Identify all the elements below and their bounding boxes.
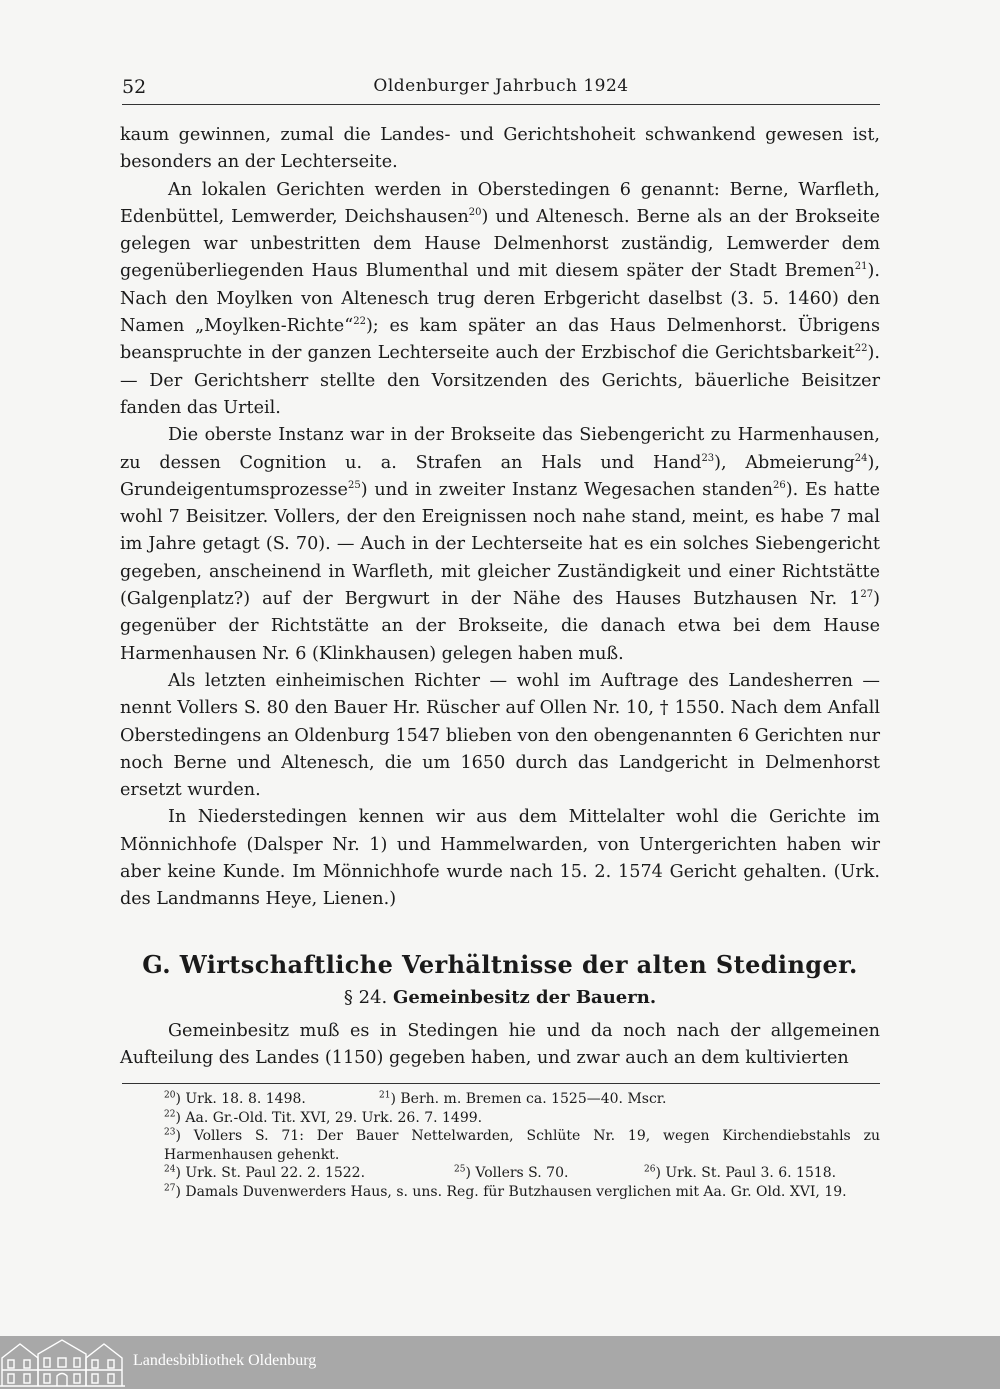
footnote: $^{22}$) Aa. Gr.-Old. Tit. XVI, 29. Urk. 26. 7. 1499. bbox=[164, 1108, 483, 1126]
footnote: $^{24}$) Urk. St. Paul 22. 2. 1522. bbox=[164, 1164, 366, 1181]
footnote-ref: 21 bbox=[854, 261, 868, 273]
paragraph: Gemeinbesitz muß es in Stedingen hie und da noch nach der allgemeinen Aufteilung des Landes (1150) gegeben haben, und zwar auch an dem kultivierten bbox=[120, 1021, 880, 1069]
section-heading: G. Wirtschaftliche Verhältnisse der alten Stedinger. bbox=[142, 950, 858, 979]
footnote: $^{25}$) Vollers S. 70. bbox=[454, 1164, 569, 1181]
footnote: $^{20}$) Urk. 18. 8. 1498. bbox=[164, 1090, 306, 1107]
subsection-title: Gemeinbesitz der Bauern. bbox=[392, 987, 657, 1008]
footnote: $^{27}$) Damals Duvenwerders Haus, s. uns. Reg. für Butzhausen verglichen mit Aa. Gr. Old. XVI, 19. bbox=[164, 1182, 847, 1200]
footnote-ref: 23 bbox=[701, 452, 715, 464]
footnote-row bbox=[120, 1090, 880, 1109]
paragraph: An lokalen Gerichten werden in Oberstedingen 6 genannt: Berne, Warfleth, Edenbüttel, Lemwerder, Deichshausen$^{20}$) und Altenesch. Berne als an der Brokseite gelegen war unbestritten dem Hause Delmenhorst zuständig, Lemwerder dem gegenüberliegenden Haus Blumenthal und mit diesem später der Stadt Bremen$^{21}$). Nach den Moylken von Altenesch trug deren Erbgericht daselbst (3. 5. 1460) den Namen „Moylken-Richte“$^{22}$); es kam später an das Haus Delmenhorst. Übrigens beanspruchte in der ganzen Lechterseite auch der Erzbischof die Gerichtsbarkeit$^{22}$). — Der Gerichtsherr stellte den Vorsitzenden des Gerichts, bäuerliche Beisitzer fanden das Urteil. bbox=[120, 179, 880, 418]
footnote: $^{26}$) Urk. St. Paul 3. 6. 1518. bbox=[644, 1164, 837, 1181]
footer-bar bbox=[0, 1336, 1000, 1389]
subsection-number: § 24. bbox=[343, 987, 388, 1008]
footnote-ref: 25 bbox=[347, 480, 361, 491]
section-body bbox=[120, 1018, 880, 1073]
footnote-ref: 22 bbox=[854, 343, 868, 355]
footnotes bbox=[120, 1090, 880, 1201]
footnote-row bbox=[120, 1164, 880, 1183]
library-name: Landesbibliothek Oldenburg bbox=[133, 1352, 317, 1369]
page-header bbox=[122, 74, 880, 105]
subsection-heading bbox=[120, 987, 880, 1008]
footnote: $^{21}$) Berh. m. Bremen ca. 1525—40. Mscr. bbox=[379, 1090, 667, 1107]
paragraph: kaum gewinnen, zumal die Landes- und Gerichtshoheit schwankend gewesen ist, besonders an der Lechterseite. bbox=[120, 125, 880, 173]
footnote: $^{23}$) Vollers S. 71: Der Bauer Nettelwarden, Schlüte Nr. 19, wegen Kirchendiebstahls zu Harmenhausen gehenkt. bbox=[164, 1127, 880, 1163]
body-text bbox=[120, 122, 880, 914]
page-number: 52 bbox=[122, 76, 147, 98]
footnote-ref: 22 bbox=[353, 316, 366, 328]
running-title: Oldenburger Jahrbuch 1924 bbox=[373, 76, 629, 96]
paragraph: In Niederstedingen kennen wir aus dem Mittelalter wohl die Gerichte im Mönnichhofe (Dalsper Nr. 1) und Hammelwarden, von Untergerichten haben wir aber keine Kunde. Im Mönnichhofe wurde nach 15. 2. 1574 Gericht gehalten. (Urk. des Landmanns Heye, Lienen.) bbox=[120, 807, 880, 910]
footnote-ref: 20 bbox=[468, 207, 482, 219]
footnote-divider bbox=[122, 1083, 880, 1084]
footnote-ref: 24 bbox=[854, 452, 868, 464]
paragraph: Die oberste Instanz war in der Brokseite das Siebengericht zu Harmenhausen, zu dessen Cognition u. a. Strafen an Hals und Hand$^{23}$), Abmeierung$^{24}$), Grundeigentumsprozesse$^{25}$) und in zweiter Instanz Wegesachen standen$^{26}$). Es hatte wohl 7 Beisitzer. Vollers, der den Ereignissen noch nahe stand, meint, es habe 7 mal im Jahre getagt (S. 70). — Auch in der Lechterseite hat es ein solches Siebengericht gegeben, anscheinend in Warfleth, mit gleicher Zuständigkeit und einer Richtstätte (Galgenplatz?) auf der Bergwurt in der Nähe des Hauses Butzhausen Nr. $1^{27}$) gegenüber der Richtstätte an der Brokseite, die danach etwa bei dem Hause Harmenhausen Nr. 6 (Klinkhausen) gelegen haben muß. bbox=[120, 425, 881, 664]
paragraph: Als letzten einheimischen Richter — wohl im Auftrage des Landesherren — nennt Vollers S. 80 den Bauer Hr. Rüscher auf Ollen Nr. 10, † 1550. Nach dem Anfall Oberstedingens an Oldenburg 1547 blieben von den obengenannten 6 Gerichten nur noch Berne und Altenesch, die um 1650 durch das Landgericht in Delmenhorst ersetzt wurden. bbox=[120, 670, 880, 801]
footnote-ref: 27 bbox=[860, 589, 874, 601]
library-building-icon bbox=[0, 1336, 125, 1389]
footnote-ref: 26 bbox=[773, 480, 786, 491]
